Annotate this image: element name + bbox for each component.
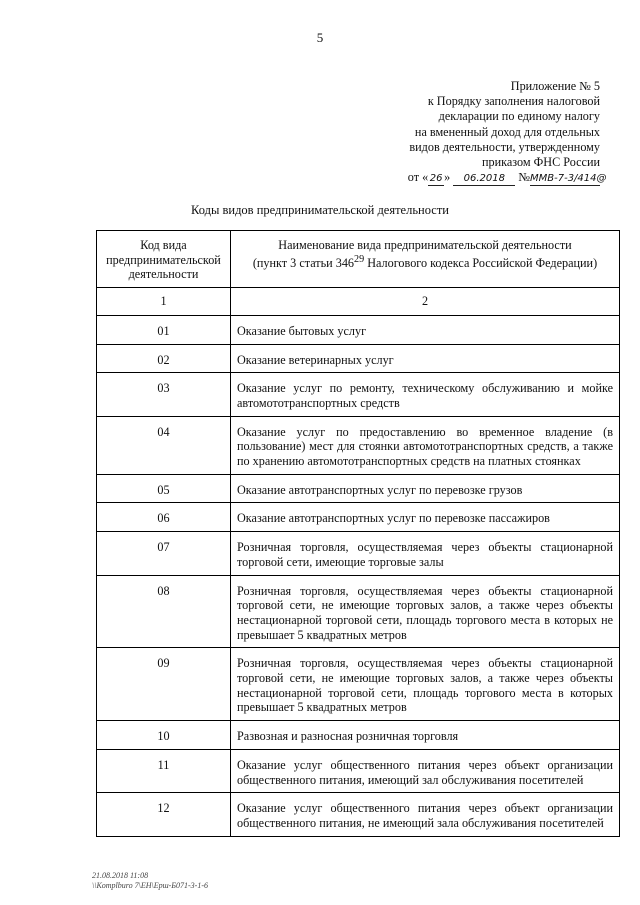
appendix-line: к Порядку заполнения налоговой xyxy=(427,94,600,109)
appendix-block xyxy=(340,79,607,186)
activity-name: Оказание автотранспортных услуг по перевозке грузов xyxy=(231,474,620,503)
activity-code: 01 xyxy=(97,315,231,344)
activity-name: Оказание услуг по предоставлению во временное владение (в пользование) мест для стоянки автомототранспортных средств, а также по хранению автомототранспортных средств на платных стоянках xyxy=(231,416,620,474)
header-code: Код вида предпринимательской деятельности xyxy=(97,231,231,288)
order-number: ММВ-7-3/414@ xyxy=(530,173,607,185)
activity-code: 02 xyxy=(97,344,231,373)
table-row xyxy=(97,648,620,721)
header-name-post: Налогового кодекса Российской Федерации) xyxy=(364,255,598,270)
appendix-line: Приложение № 5 xyxy=(510,79,600,93)
activity-name: Розничная торговля, осуществляемая через объекты стационарной торговой сети, не имеющие торговых залов, а также через объекты нестационарной торговой сети, площадь торгового места в которых не превышает 5 квадратных метров xyxy=(231,575,620,648)
activity-codes-table xyxy=(96,230,620,837)
activity-code: 08 xyxy=(97,575,231,648)
date-mid: » xyxy=(444,170,451,185)
file-path: \\Komplburo 7\ЕН\Ерш-Б071-3-1-6 xyxy=(92,881,209,890)
appendix-line: приказом ФНС России xyxy=(482,155,600,170)
table-row xyxy=(97,793,620,836)
activity-name: Оказание услуг общественного питания через объект организации общественного питания, не имеющий зала обслуживания посетителей xyxy=(231,793,620,836)
header-name-pre: (пункт 3 статьи 346 xyxy=(252,255,355,270)
header-name-line1: Наименование вида предпринимательской деятельности xyxy=(278,238,572,252)
activity-code: 12 xyxy=(97,793,231,836)
activity-code: 05 xyxy=(97,474,231,503)
activity-code: 03 xyxy=(97,373,231,416)
date-day: 26 xyxy=(429,173,443,185)
table-row xyxy=(97,474,620,503)
document-title: Коды видов предпринимательской деятельности xyxy=(190,203,449,217)
order-date-line xyxy=(340,170,607,186)
date-month-year: 06.2018 xyxy=(453,173,515,186)
table-row xyxy=(97,344,620,373)
activity-code: 10 xyxy=(97,721,231,750)
activity-name: Розничная торговля, осуществляемая через объекты стационарной торговой сети, не имеющие торговых залов, а также через объекты нестационарной торговой сети, площадь торгового места в которых превышает 5 квадратных метров xyxy=(231,648,620,721)
date-prefix: от « xyxy=(407,170,429,185)
activity-code: 07 xyxy=(97,532,231,575)
activity-code: 04 xyxy=(97,416,231,474)
print-timestamp: 21.08.2018 11:08 xyxy=(92,871,149,880)
table-row xyxy=(97,575,620,648)
activity-name: Оказание ветеринарных услуг xyxy=(231,344,620,373)
header-name xyxy=(231,231,620,288)
column-number-1: 1 xyxy=(97,288,231,316)
page-number: 5 xyxy=(316,30,324,45)
number-prefix: № xyxy=(518,170,530,185)
activity-name: Оказание услуг общественного питания через объект организации общественного питания, имеющий зал обслуживания посетителей xyxy=(231,749,620,792)
activity-name: Развозная и разносная розничная торговля xyxy=(231,721,620,750)
column-number-row xyxy=(97,288,620,316)
column-number-2: 2 xyxy=(231,288,620,316)
appendix-line: видов деятельности, утвержденному xyxy=(409,139,600,154)
activity-name: Оказание услуг по ремонту, техническому обслуживанию и мойке автомототранспортных средств xyxy=(231,373,620,416)
header-name-sup: 29 xyxy=(354,253,365,265)
table-row xyxy=(97,503,620,532)
table-row xyxy=(97,532,620,575)
activity-name: Розничная торговля, осуществляемая через объекты стационарной торговой сети, имеющие торговые залы xyxy=(231,532,620,575)
appendix-line: на вмененный доход для отдельных xyxy=(414,124,600,139)
table-row xyxy=(97,416,620,474)
table-row xyxy=(97,749,620,792)
table-row xyxy=(97,373,620,416)
activity-code: 11 xyxy=(97,749,231,792)
activity-code: 06 xyxy=(97,503,231,532)
table-header-row xyxy=(97,231,620,288)
activity-code: 09 xyxy=(97,648,231,721)
print-footer xyxy=(92,871,208,891)
activity-name: Оказание бытовых услуг xyxy=(231,315,620,344)
table-row xyxy=(97,315,620,344)
appendix-line: декларации по единому налогу xyxy=(438,109,600,124)
table-row xyxy=(97,721,620,750)
activity-name: Оказание автотранспортных услуг по перевозке пассажиров xyxy=(231,503,620,532)
